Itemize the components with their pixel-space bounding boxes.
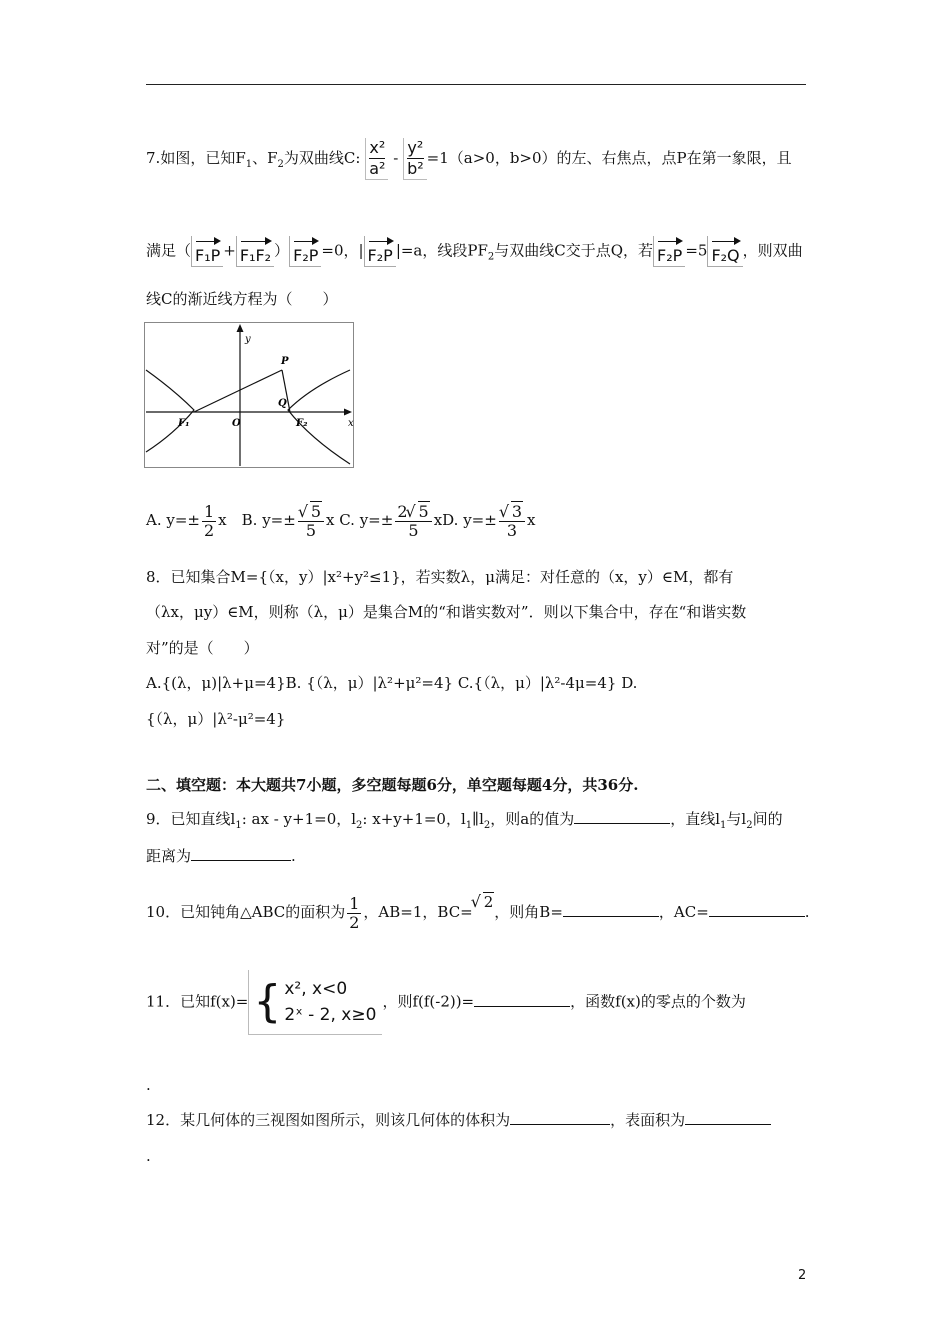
fig-p-label: P (281, 356, 289, 367)
q8-line1: 8．已知集合M={（x，y）|x²+y²≤1}，若实数λ，μ满足：对任意的（x，y）∈M，都有 (146, 568, 734, 586)
vector-f2p-2: F₂P (653, 236, 685, 267)
page-number: 2 (798, 1268, 807, 1283)
q11-piecewise: { x², x<0 2ˣ - 2, x≥0 (248, 970, 382, 1035)
q10-blank-angle-b[interactable] (563, 902, 659, 917)
q11-line: 11．已知f(x)= { x², x<0 2ˣ - 2, x≥0 ，则f(f(-2))= ，函数f(x)的零点的个数为 (146, 970, 746, 1035)
q7-frac-y2-b2: $\frac{\text{y²}}{\text{b²}}$ (403, 138, 427, 180)
fig-origin-label: O (232, 418, 241, 429)
q7-line3: 线C的渐近线方程为（ ） (146, 290, 338, 308)
q9-line2: 距离为 . (146, 847, 296, 865)
q8-line5: {（λ，μ）|λ²-μ²=4} (146, 710, 286, 728)
q7-options: A. y=± $\frac{1}{2}$ x B. y=± √ $\frac{5}{5}$ x C. y=± $\frac{2√ 5}{5}$ xD. y=± √ $\frac{3}{3}$ x (146, 500, 535, 540)
fig-f1-label: F₁ (178, 418, 190, 429)
vector-f2p: F₂P (289, 236, 321, 267)
q8-line2: （λx，μy）∈M，则称（λ，μ）是集合M的“和谐实数对”．则以下集合中，存在“和谐实数 (146, 603, 747, 621)
q8-line3: 对”的是（ ） (146, 639, 259, 657)
q9-blank-a[interactable] (574, 809, 670, 824)
section2-heading: 二、填空题：本大题共7小题，多空题每题6分，单空题每题4分，共36分. (146, 776, 639, 794)
q8-line4: A.{(λ，μ)|λ+μ=4}B. {（λ，μ）|λ²+μ²=4} C.{（λ，μ）|λ²-4μ=4} D. (146, 674, 638, 692)
fig-f2-label: F₂ (296, 418, 308, 429)
q11-blank-value[interactable] (474, 992, 570, 1007)
hyperbola-figure (144, 322, 354, 468)
fig-x-label: x (348, 418, 354, 429)
vector-f2p-abs: F₂P (364, 236, 396, 267)
q7-line1: 7.如图，已知$F_1$、$F_2$为双曲线C: $\frac{\text{x²}}{\text{a²}}$ - $\frac{\text{y²}}{\text{b²}}$ =1（a>0，b>0）的左、右焦点，点P在第一象限，且 (146, 138, 792, 178)
q11-dot: . (146, 1076, 151, 1094)
q12-blank-surface[interactable] (685, 1110, 771, 1125)
q12-blank-volume[interactable] (510, 1110, 610, 1125)
q9-line1: 9．已知直线$l_1$: ax - y+1=0，$l_2$: x+y+1=0，$l_1\parallel l_2$，则a的值为 ，直线$l_1$与$l_2$间的 (146, 810, 783, 831)
q12-line: 12．某几何体的三视图如图所示，则该几何体的体积为 ，表面积为 (146, 1109, 771, 1131)
fig-q-label: Q (278, 398, 287, 409)
header-rule (146, 84, 806, 85)
vector-f1p: F₁P (191, 236, 223, 267)
vector-f2q: F₂Q (707, 236, 742, 267)
q7-line2: 满足（ F₁P + F₁F₂ ） F₂P =0，| F₂P |=a，线段$PF_2$与双曲线C交于点Q，若 F₂P =5 F₂Q ，则双曲 (146, 236, 803, 269)
q12-dot: . (146, 1147, 151, 1165)
q10-blank-ac[interactable] (709, 902, 805, 917)
q7-frac-x2-a2: $\frac{\text{x²}}{\text{a²}}$ (365, 138, 388, 180)
vector-f1f2: F₁F₂ (236, 236, 274, 267)
fig-y-label: y (245, 334, 251, 345)
q9-blank-distance[interactable] (191, 846, 291, 861)
q10-line: 10．已知钝角△ABC的面积为 $\frac{1}{2}$ ，AB=1，BC=√ 2，则角B= ，AC= . (146, 892, 810, 932)
